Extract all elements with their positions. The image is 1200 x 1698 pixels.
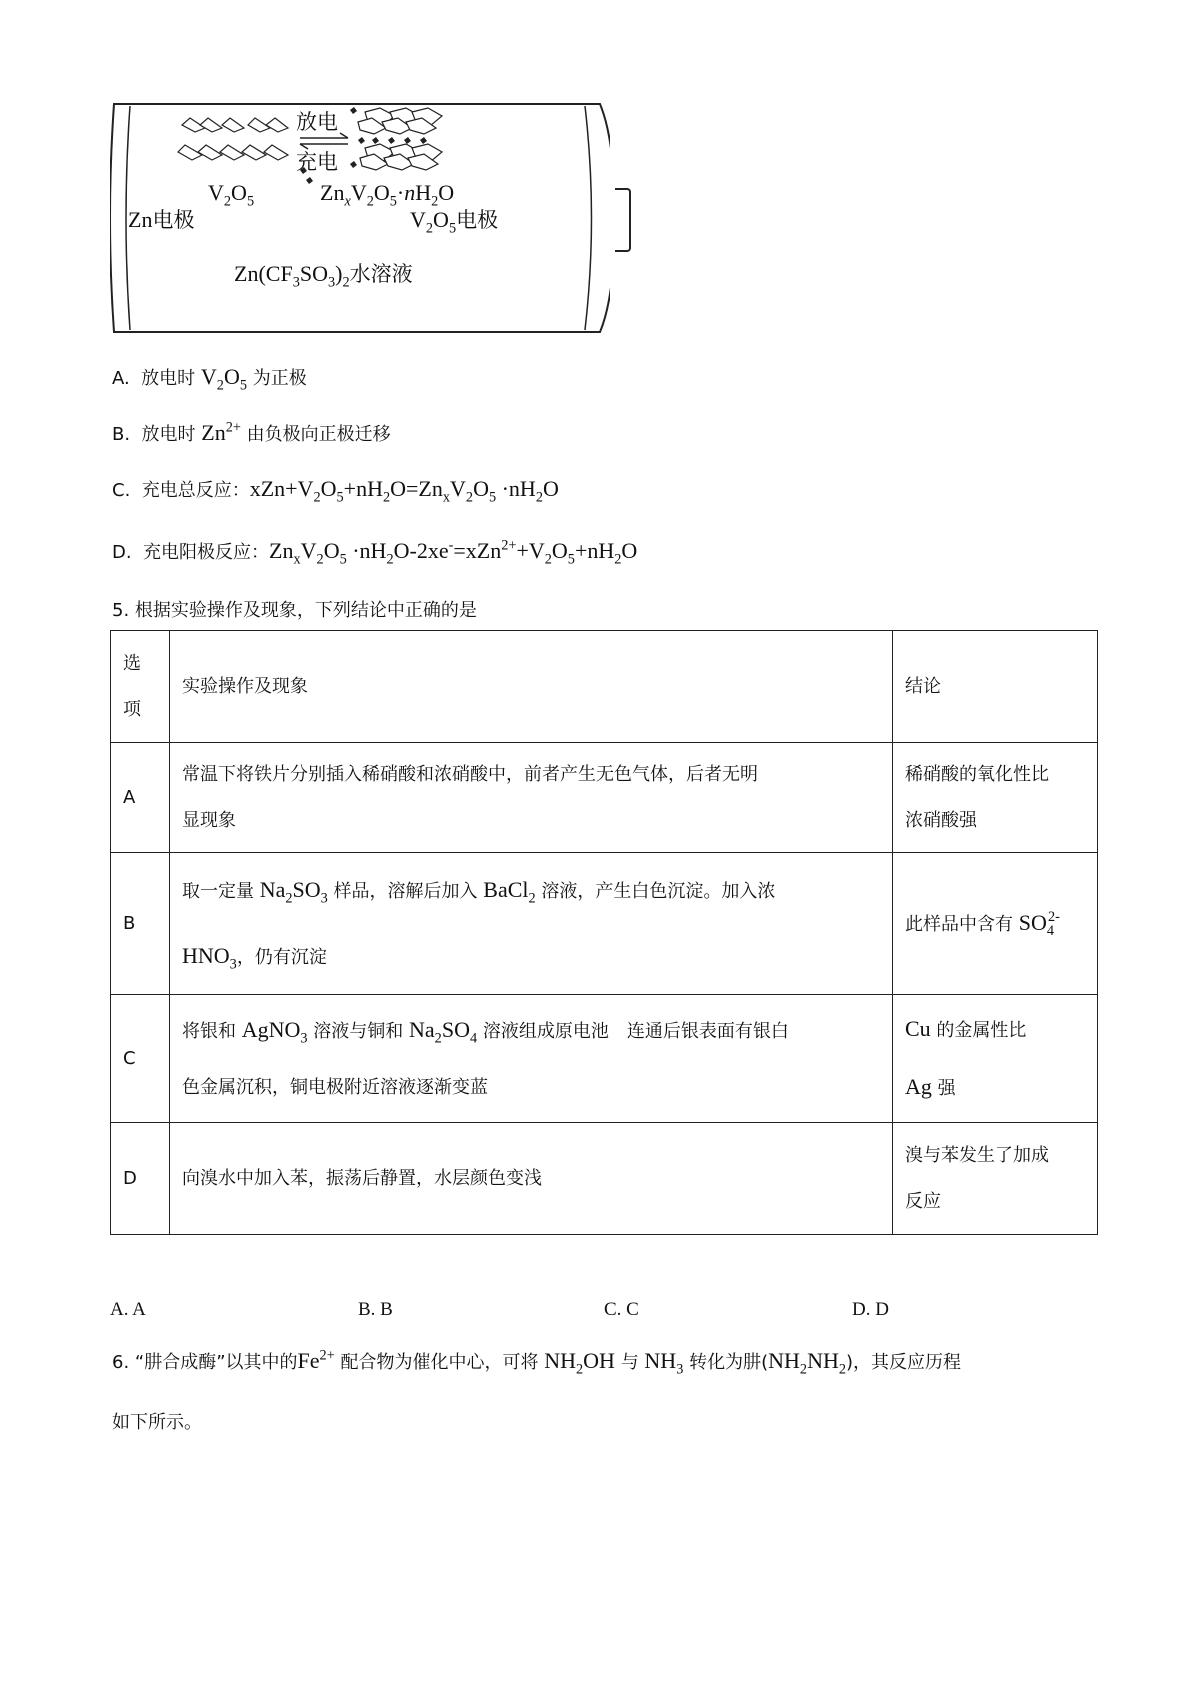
table-header-row xyxy=(111,631,1098,743)
choice-d[interactable]: D. D xyxy=(852,1299,889,1320)
row-d-operation: 向溴水中加入苯，振荡后静置，水层颜色变浅 xyxy=(170,1123,893,1235)
q5-stem: 5. 根据实验操作及现象，下列结论中正确的是 xyxy=(112,600,477,621)
table-row xyxy=(111,1123,1098,1235)
discharge-label: 放电 xyxy=(296,110,338,134)
battery-terminal xyxy=(615,188,631,252)
choice-c[interactable]: C. C xyxy=(604,1299,639,1320)
header-option: 选 项 xyxy=(111,631,170,743)
zn-electrode-label: Zn电极 xyxy=(128,207,195,232)
row-c-operation: 将银和 AgNO$_3$ 溶液与铜和 $Na_2SO_4$ 溶液组成原电池 连通后银表面有银白 色金属沉积，铜电极附近溶液逐渐变蓝 xyxy=(170,995,893,1123)
row-a-conclusion: 稀硝酸的氧化性比 浓硝酸强 xyxy=(893,743,1098,853)
row-b-conclusion: 此样品中含有 $SO_4^{2-}$ xyxy=(893,853,1098,995)
row-a-operation: 常温下将铁片分别插入稀硝酸和浓硝酸中，前者产生无色气体，后者无明 显现象 xyxy=(170,743,893,853)
row-c-option: C xyxy=(111,995,170,1123)
row-b-operation: 取一定量 $Na_2SO_3$ 样品，溶解后加入 BaCl$_2$ 溶液，产生白色沉淀。加入浓 $HNO_3$，仍有沉淀 xyxy=(170,853,893,995)
option-c[interactable]: C. 充电总反应：$xZn+V_2O_5+nH_2O=Zn_xV_2O_5 \cdot nH_2O$ xyxy=(112,476,559,506)
left-material-label: $V_2O_5$ xyxy=(208,180,255,210)
row-c-conclusion: Cu 的金属性比 Ag 强 xyxy=(893,995,1098,1123)
battery-diagram xyxy=(110,100,610,336)
row-a-option: A xyxy=(111,743,170,853)
row-b-option: B xyxy=(111,853,170,995)
option-d[interactable]: D. 充电阳极反应：$Zn_xV_2O_5 \cdot nH_2O-2xe^-=xZn^{2+}+V_2O_5+nH_2O$ xyxy=(112,537,638,568)
choice-a[interactable]: A. A xyxy=(110,1299,146,1320)
electrolyte-label: $Zn(CF_3SO_3)_2$水溶液 xyxy=(234,261,413,291)
row-d-option: D xyxy=(111,1123,170,1235)
header-operation: 实验操作及现象 xyxy=(170,631,893,743)
table-row xyxy=(111,853,1098,995)
choice-b[interactable]: B. B xyxy=(358,1299,393,1320)
option-b[interactable]: B. 放电时 $Zn^{2+}$ 由负极向正极迁移 xyxy=(112,419,391,445)
right-material-label: $Zn_xV_2O_5\cdot nH_2O$ xyxy=(320,180,455,210)
header-conclusion: 结论 xyxy=(893,631,1098,743)
row-d-conclusion: 溴与苯发生了加成 反应 xyxy=(893,1123,1098,1235)
table-row xyxy=(111,743,1098,853)
option-a[interactable]: A. 放电时 $V_2O_5$ 为正极 xyxy=(112,364,307,394)
charge-label: 充电 xyxy=(296,150,338,174)
q6-line2: 如下所示。 xyxy=(112,1412,202,1433)
q6-line1: 6. “肼合成酶”以其中的$Fe^{2+}$ 配合物为催化中心，可将 $NH_2OH$ 与 $NH_3$ 转化为肼$(NH_2NH_2)$，其反应历程 xyxy=(112,1347,962,1378)
experiment-table xyxy=(110,630,1098,1235)
table-row xyxy=(111,995,1098,1123)
v2o5-electrode-label: $V_2O_5$电极 xyxy=(410,207,499,237)
